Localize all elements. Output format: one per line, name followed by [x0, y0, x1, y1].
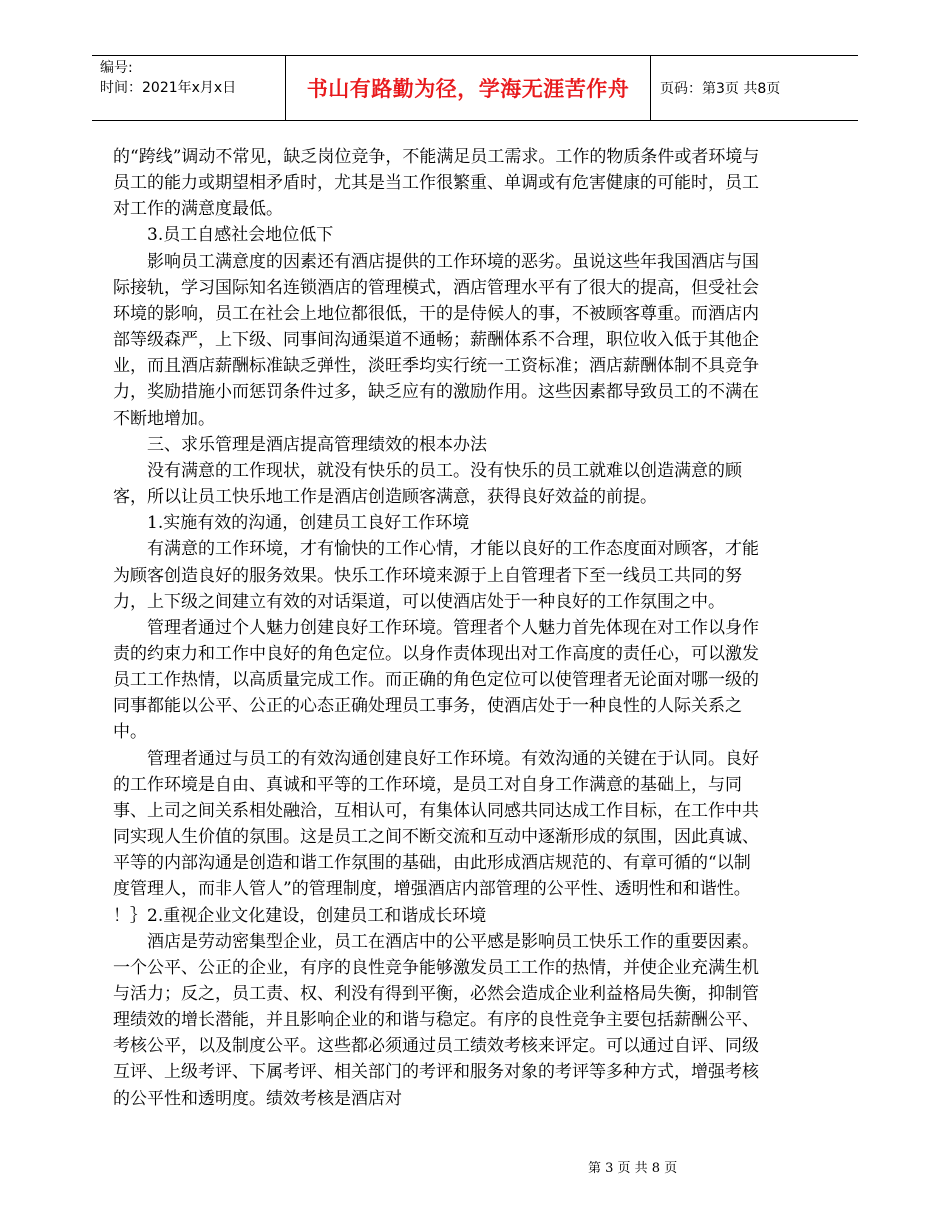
header-left	[100, 58, 280, 98]
paragraph: 管理者通过个人魅力创建良好工作环境。管理者个人魅力首先体现在对工作以身作责的约束力和工作中良好的角色定位。以身作责体现出对工作高度的责任心，可以激发员工工作热情，以高质量完成工作。而正确的角色定位可以使管理者无论面对哪一级的同事都能以公平、公正的心态正确处理员工事务，使酒店处于一种良性的人际关系之中。	[113, 617, 759, 743]
paragraph: 管理者通过与员工的有效沟通创建良好工作环境。有效沟通的关键在于认同。良好的工作环境是自由、真诚和平等的工作环境，是员工对自身工作满意的基础上，与同事、上司之间关系相处融洽，互相认可，有集体认同感共同达成工作目标，在工作中共同实现人生价值的氛围。这是员工之间不断交流和互动中逐渐形成的氛围，因此真诚、平等的内部沟通是创造和谐工作氛围的基础，由此形成酒店规范的、有章可循的“以制度管理人，而非人管人”的管理制度，增强酒店内部管理的公平性、透明性和和谐性。	[113, 748, 759, 900]
time-label: 时间：2021年x月x日	[100, 80, 237, 96]
paragraph: 酒店是劳动密集型企业，员工在酒店中的公平感是影响员工快乐工作的重要因素。一个公平、公正的企业，有序的良性竞争能够激发员工工作的热情，并使企业充满生机与活力；反之，员工责、权、利没有得到平衡，必然会造成企业利益格局失衡，抑制管理绩效的增长潜能，并且影响企业的和谐与稳定。有序的良性竞争主要包括薪酬公平、考核公平，以及制度公平。这些都必须通过员工绩效考核来评定。可以通过自评、同级互评、上级考评、下属考评、相关部门的考评和服务对象的考评等多种方式，增强考核的公平性和透明度。绩效考核是酒店对	[113, 931, 759, 1109]
paragraph: 有满意的工作环境，才有愉快的工作心情，才能以良好的工作态度面对顾客，才能为顾客创造良好的服务效果。快乐工作环境来源于上自管理者下至一线员工共同的努力，上下级之间建立有效的对话渠道，可以使酒店处于一种良好的工作氛围之中。	[113, 539, 759, 612]
motto: 书山有路勤为径，学海无涯苦作舟	[285, 56, 651, 120]
paragraph: 的“跨线”调动不常见，缺乏岗位竞争，不能满足员工需求。工作的物质条件或者环境与员工的能力或期望相矛盾时，尤其是当工作很繁重、单调或有危害健康的可能时，员工对工作的满意度最低。	[113, 147, 760, 220]
document-body	[113, 144, 765, 1112]
section-heading: 三、求乐管理是酒店提高管理绩效的根本办法	[147, 434, 487, 455]
paragraph: 没有满意的工作现状，就没有快乐的员工。没有快乐的员工就难以创造满意的顾客，所以让员工快乐地工作是酒店创造顾客满意，获得良好效益的前提。	[113, 460, 742, 508]
section-heading: 3.员工自感社会地位低下	[147, 225, 334, 246]
paragraph: 影响员工满意度的因素还有酒店提供的工作环境的恶劣。虽说这些年我国酒店与国际接轨，学习国际知名连锁酒店的管理模式，酒店管理水平有了很大的提高，但受社会环境的影响，员工在社会上地位都很低，干的是侍候人的事，不被顾客尊重。而酒店内部等级森严，上下级、同事间沟通渠道不通畅；薪酬体系不合理，职位收入低于其他企业，而且酒店薪酬标准缺乏弹性，淡旺季均实行统一工资标准；酒店薪酬体制不具竞争力，奖励措施小而惩罚条件过多，缺乏应有的激励作用。这些因素都导致员工的不满在不断地增加。	[113, 251, 759, 429]
footer-page-number: 第 3 页 共 8 页	[588, 1161, 678, 1176]
page-header	[92, 55, 858, 121]
section-heading: 1.实施有效的沟通，创建员工良好工作环境	[147, 513, 470, 534]
code-label: 编号:	[100, 60, 133, 76]
page-info: 页码：第3页 共8页	[660, 81, 781, 97]
section-heading: ！｝2.重视企业文化建设，创建员工和谐成长环境	[113, 905, 487, 926]
